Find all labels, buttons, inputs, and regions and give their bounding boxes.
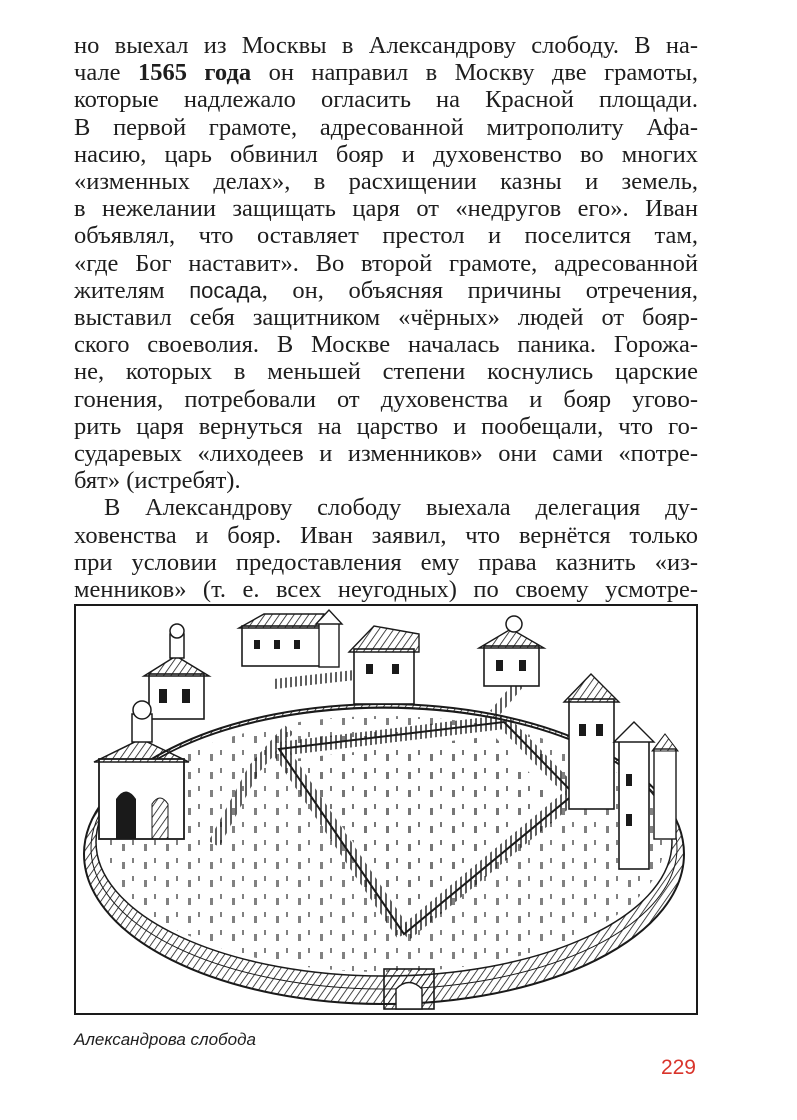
text-line: «где Бог наставит». Во второй грамоте, адресованной [74,249,698,277]
text-line [74,277,698,304]
text-line: насию, царь обвинил бояр и духовенство во многих [74,140,698,168]
text-line: гонения, потребовали от духовенства и бояр угово- [74,385,698,413]
text-line: В первой грамоте, адресованной митрополиту Афа- [74,113,698,141]
text-line: «изменных делах», в расхищении казны и земель, [74,168,698,196]
text-line: рить царя вернуться на царство и пообещали, что го- [74,412,698,440]
text-line: В Александрову слободу выехала делегация ду- [104,494,698,522]
text-fragment: жителям [74,276,165,304]
text-line: менников» (т. е. всех неугодных) по своему усмотре- [74,576,698,604]
text-line: в нежелании защищать царя от «недругов его». Иван [74,195,698,223]
text-line: ского своеволия. В Москве началась паника. Горожа- [74,331,698,359]
text-fragment: он направил в Москву две грамоты, [268,59,699,87]
text-fragment: чале [74,59,121,87]
body-text [74,32,698,630]
text-line: выставил себя защитником «чёрных» людей от бояр- [74,304,698,332]
text-line: которые надлежало огласить на Красной площади. [74,86,698,114]
text-line: бят» (истребят). [74,467,241,495]
text-line [74,59,698,86]
text-line: объявлял, что оставляет престол и поселится там, [74,222,698,250]
text-line: при условии предоставления ему права казнить «из- [74,548,698,576]
text-line: ховенства и бояр. Иван заявил, что вернётся только [74,521,698,549]
gate-bottom [384,969,434,1009]
engraving-illustration [74,604,698,1015]
figure-caption: Александрова слобода [74,1030,256,1049]
text-line: но выехал из Москвы в Александрову слободу. В на- [74,32,698,59]
glossary-term: посада [189,277,262,303]
paragraph-1 [74,32,698,494]
text-line: не, которых в меньшей степени коснулись царские [74,358,698,386]
engraving-drawing [74,604,698,1015]
year-highlight: 1565 года [137,59,252,87]
page-number: 229 [660,1056,696,1079]
text-fragment: , он, объясняя причины отречения, [261,276,699,304]
text-line: сударевых «лиходеев и изменников» они сами «потре- [74,440,698,468]
